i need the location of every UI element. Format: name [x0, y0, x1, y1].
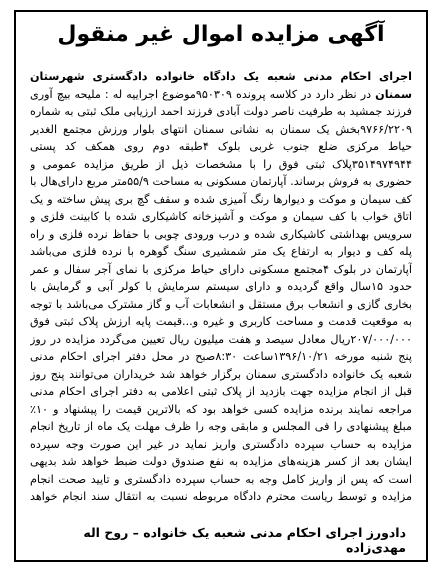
notice-title: آگهی مزایده اموال غیر منقول: [57, 22, 385, 47]
notice-frame: [14, 10, 428, 562]
notice-body: [30, 68, 412, 506]
notice-lead: اجرای احکام مدنی شعبه یک دادگاه خانواده دادگستری شهرستان سمنان: [30, 70, 412, 101]
notice-signature: دادورز اجرای احکام مدنی شعبه یک خانواده – روح اله مهدی‌زاده: [83, 525, 406, 555]
notice-body-text: در نظر دارد در کلاسه پرونده ۹۵۰۳۰۹موضوع اجراییه له : ملیحه بیچ آوری فرزند جمشید به طرفیت ناصر دولت آبادی فرزند احمد ارزیابی ملک ثبتی به شماره ۹۷۶۶/۲۲۰۹بخش یک سمنان به نشانی سمنان انتهای بلوار ورزش مجتمع الغدیر حیاط مرکزی ضلع جنوب غربی بلوک ۴طبقه دوم روی همکف کد پستی ۳۵۱۴۹۷۴۹۴۴پلاک ثبتی فوق را با مشخصات ذیل از طریق مزایده عمومی و حضوری به فروش برساند. آپارتمان مسکونی به مساحت ۵۵/۹متر مربع دارای‌هال با کف سیمان و موکت و دیوارها رنگ آمیزی شده و سقف گچ بری پیش ساخته و یک اتاق خواب با کف سیمان و موکت و آشپزخانه کاشیکاری شده با کابینت فلزی و سرویس بهداشتی کاشیکاری شده و درب ورودی چوبی با حفاظ نرده فلزی و راه پله کف و دیوار به ارتفاع یک متر شمشیری سنگ گوهره با نرده فلزی می‌باشد آپارتمان در بلوک ۴مجتمع مسکونی دارای حیاط مرکزی با نمای آجر سفال و عمر حدود ۱۵سال واقع گردیده و دارای سیستم سرمایش با کولر آبی و گرمایش با بخاری گازی و انشعاب برق مستقل و انشعابات آب و گاز مشترک می‌باشد با توجه به موقعیت قدمت و مساحت کاربری و غیره و...قیمت پایه ارزش پلاک ثبتی فوق ۲۰۷/۰۰۰/۰۰۰ریال معادل سیصد و هفت میلیون ریال تعیین می‌گردد مزایده در روز پنج شنبه مورخه ۱۳۹۶/۱۰/۲۱ساعت ۸:۳۰صبح در محل دفتر اجرای احکام مدنی شعبه یک خانواده دادگستری سمنان برگزار خواهد شد خریداران می‌توانند پنج روز قبل از انجام مزایده جهت بازدید از پلاک ثبتی اعلامی به دفتر اجرای احکام مدنی مراجعه نمایند برنده مزایده کسی خواهد بود که بالاترین قیمت را پیشنهاد و ۱۰٪ مبلغ پیشنهادی را فی المجلس و مابقی وجه را ظرف مهلت یک ماه از تاریخ انجام مزایده به حساب سپرده دادگستری واریز نماید در غیر این صورت وجه سپرده ایشان بعد از کسر هزینه‌های مزایده به نفع صندوق دولت ضبط خواهد شد بدیهی است که پس از واریز کامل وجه به حساب سپرده دادگستری و تایید صحت انجام مزایده و توسط ریاست محترم دادگاه مربوطه نسبت به انتقال سند انجام خواهد: [30, 87, 412, 503]
